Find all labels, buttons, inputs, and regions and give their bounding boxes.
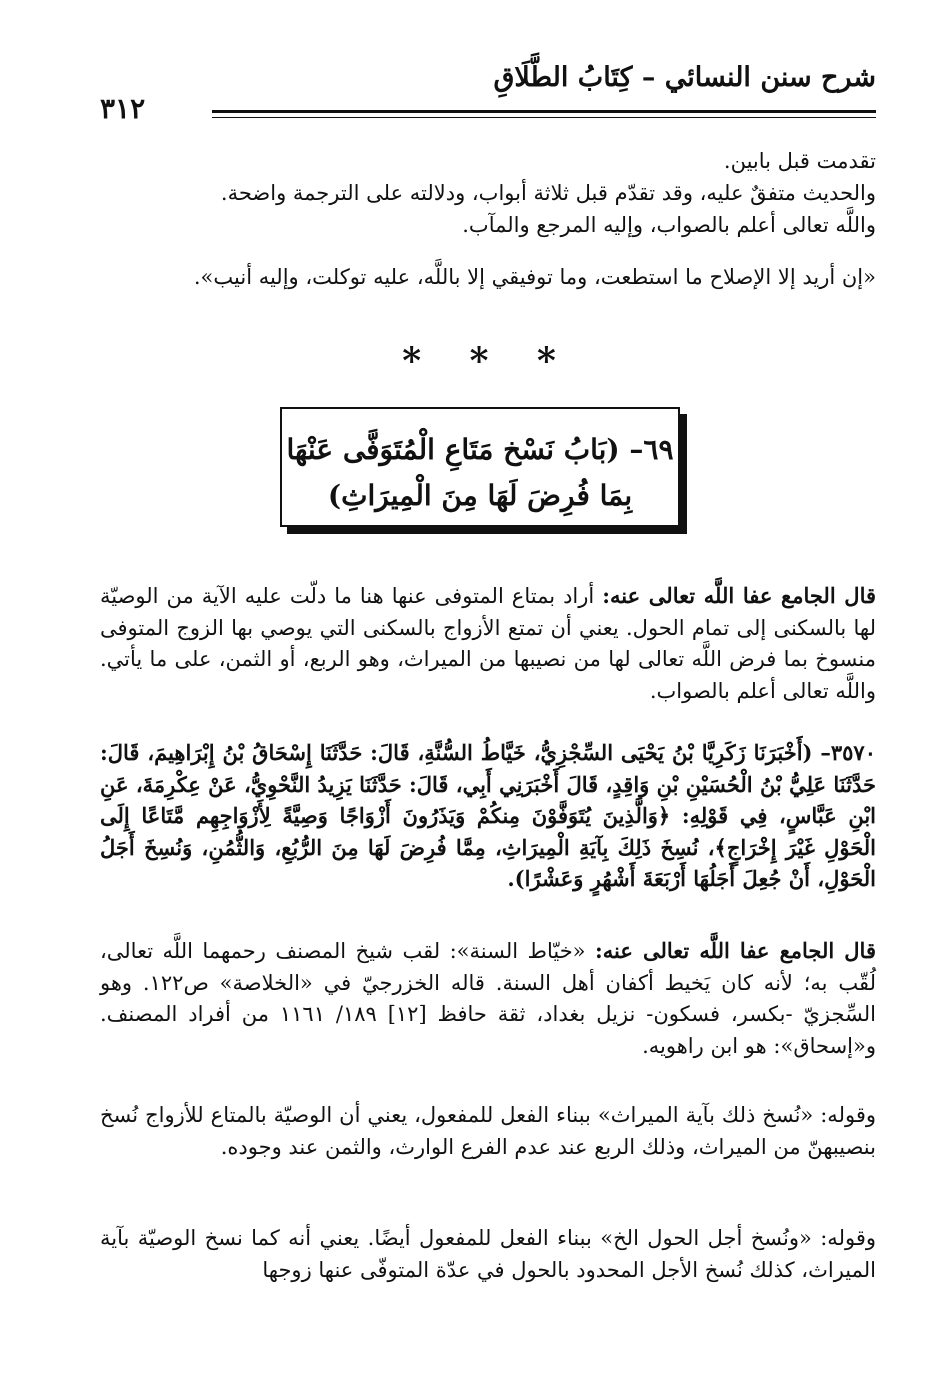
chapter-title-line-1: ٦٩– (بَابُ نَسْخ مَتَاعِ الْمُتَوَفَّى عَنْهَا [286, 433, 674, 466]
paragraph-6-text: «خيّاط السنة»: لقب شيخ المصنف رحمهما اللَّه تعالى، لُقّب به؛ لأنه كان يَخيط أكفان أهل السنة. قاله الخزرجيّ في «الخلاصة» ص١٢٢. وهو السِّجزيّ -بكسر، فسكون- نزيل بغداد، ثقة حافظ [١٢] ١٨٩/ ١١٦١ من أفراد المصنف. و«إسحاق»: هو ابن راهويه. [100, 939, 876, 1058]
chapter-title-line-2: بِمَا فُرِضَ لَهَا مِنَ الْمِيرَاثِ) [327, 479, 633, 512]
chapter-title-box [280, 407, 680, 527]
paragraph-3: واللَّه تعالى أعلم بالصواب، وإليه المرجع والمآب. [462, 213, 876, 237]
header-rule [212, 110, 876, 113]
paragraph-5-lead: قال الجامع عفا اللَّه تعالى عنه: [602, 583, 877, 608]
paragraph-6 [100, 935, 876, 1062]
paragraph-8: وقوله: «ونُسخ أجل الحول الخ» ببناء الفعل للمفعول أيضًا. يعني أنه كما نسخ الوصيّة بآية الميراث، كذلك نُسخ الأجل المحدود بالحول في عدّة المتوفّى عنها زوجها [100, 1226, 876, 1282]
page-number: ٣١٢ [100, 92, 146, 125]
header-rule-thin [212, 117, 876, 118]
paragraph-1: تقدمت قبل بابين. [723, 149, 876, 173]
paragraph-6-lead: قال الجامع عفا اللَّه تعالى عنه: [595, 938, 876, 963]
paragraph-7: وقوله: «نُسخ ذلك بآية الميراث» ببناء الفعل للمفعول، يعني أن الوصيّة بالمتاع للأزواج نُسخ بنصيبهنّ من الميراث، وذلك الربع عند عدم الفرع الوارث، والثمن عند وجوده. [100, 1103, 876, 1159]
paragraph-5-text: أراد بمتاع المتوفى عنها هنا ما دلّت عليه الآية من الوصيّة لها بالسكنى إلى تمام الحول. يعني أن تمتع الأزواج بالسكنى التي يوصي بها الزوج المتوفى منسوخ بما فرض اللَّه تعالى لها من نصيبها من الميراث، وهو الربع، أو الثمن، على ما يأتي. واللَّه تعالى أعلم بالصواب. [100, 584, 876, 703]
paragraph-4: «إن أريد إلا الإصلاح ما استطعت، وما توفيقي إلا باللَّه، عليه توكلت، وإليه أنيب». [193, 265, 876, 289]
book-page [100, 0, 876, 1374]
running-header-title: شرح سنن النسائي – كِتَابُ الطَّلَاقِ [493, 62, 876, 93]
paragraph-2: والحديث متفقٌ عليه، وقد تقدّم قبل ثلاثة أبواب، ودلالته على الترجمة واضحة. [220, 181, 876, 205]
hadith-text: ٣٥٧٠– (أَخْبَرَنَا زَكَرِيَّا بْنُ يَحْيَى السِّجْزِيُّ، خَيَّاطُ السُّنَّةِ، قَالَ: حَدَّثَنَا إِسْحَاقُ بْنُ إِبْرَاهِيمَ، قَالَ: حَدَّثَنَا عَلِيُّ بْنُ الْحُسَيْنِ بْنِ وَاقِدٍ، قَالَ أَخْبَرَنِي أَبِي، قَالَ: حَدَّثَنَا يَزِيدُ النَّحْوِيُّ، عَنْ عِكْرِمَةَ، عَنِ ابْنِ عَبَّاسٍ، فِي قَوْلِهِ: ﴿وَالَّذِينَ يُتَوَفَّوْنَ مِنكُمْ وَيَذَرُونَ أَزْوَاجًا وَصِيَّةً لِأَزْوَاجِهِم مَّتَاعًا إِلَى الْحَوْلِ غَيْرَ إِخْرَاجٍ﴾، نُسِخَ ذَلِكَ بِآيَةِ الْمِيرَاثِ، مِمَّا فُرِضَ لَهَا مِنَ الرُّبُعِ، وَالثُّمُنِ، وَنُسِخَ أَجَلُ الْحَوْلِ، أَنْ جُعِلَ أَجَلُهَا أَرْبَعَةَ أَشْهُرٍ وَعَشْرًا). [100, 740, 876, 891]
paragraph-5 [100, 580, 876, 707]
section-separator: * * * [402, 340, 574, 382]
